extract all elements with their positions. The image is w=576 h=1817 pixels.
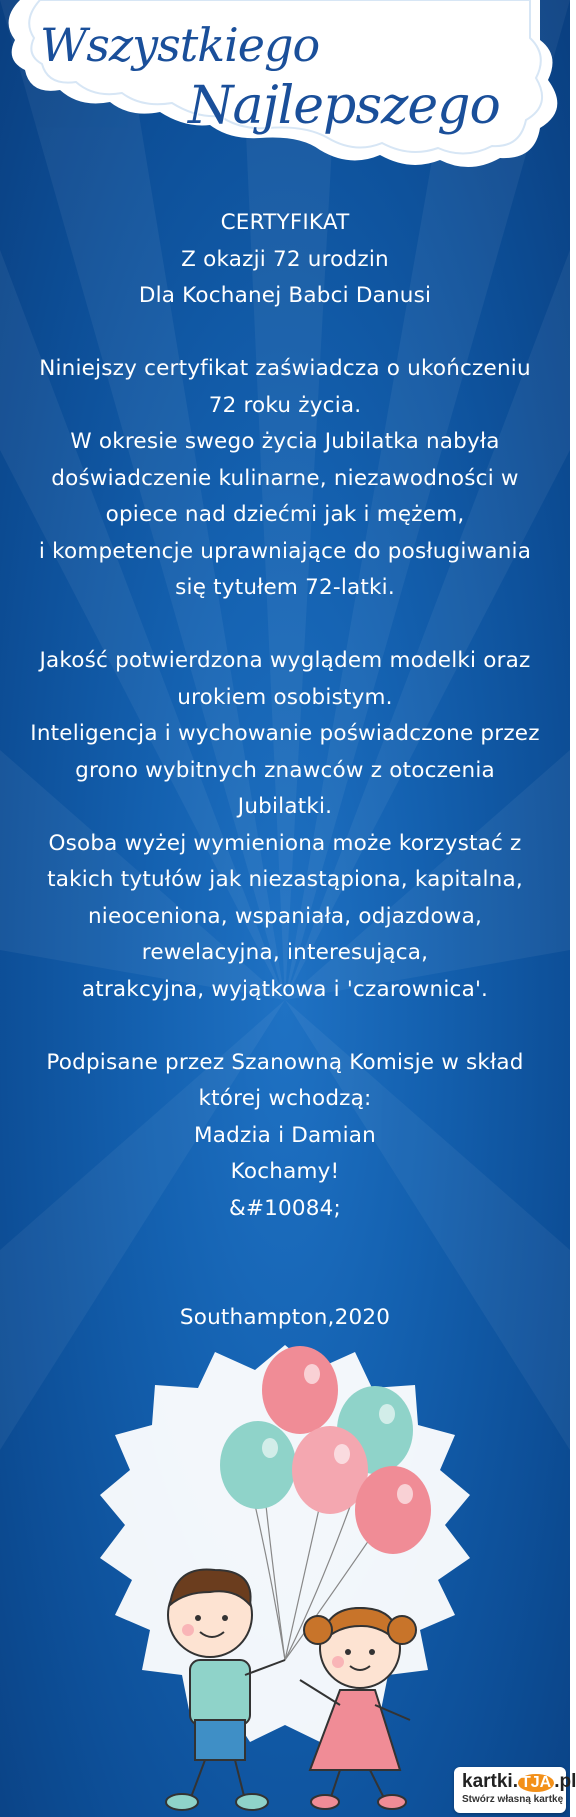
balloon-teal-left [220,1421,296,1509]
logo-tja-mark: TJA [518,1774,554,1792]
site-logo[interactable] [454,1767,576,1813]
title-line-2: Najlepszego [188,76,500,136]
header [0,0,570,180]
balloon-pink-right [355,1466,431,1554]
balloons-illustration [0,1330,570,1817]
logo-tagline: Stwórz własną kartkę [462,1794,564,1805]
logo-suffix: .pl [554,1771,576,1792]
title-line-1: Wszystkiego [40,18,320,72]
certificate-text: CERTYFIKAT Z okazji 72 urodzin Dla Kochanej Babci Danusi Niniejszy certyfikat zaświadcza o ukończeniu 72 roku życia. W okresie swego życia Jubilatka nabyła doświadczenie kulinarne, niezawodności w opiece nad dziećmi jak i mężem, i kompetencje uprawniające do posługiwania się tytułem 72-latki. Jakość potwierdzona wyglądem modelki oraz urokiem osobistym. Inteligencja i wychowanie poświadczone przez grono wybitnych znawców z otoczenia Jubilatki. Osoba wyżej wymieniona może korzystać z takich tytułów jak niezastąpiona, kapitalna, nieoceniona, wspaniała, odjazdowa, rewelacyjna, interesująca, atrakcyjna, wyjątkowa i 'czarownica'. Podpisane przez Szanowną Komisje w skład której wchodzą: Madzia i Damian Kochamy! &#10084; Southampton,2020 [30,210,540,1330]
logo-prefix: kartki. [462,1771,518,1792]
logo-wordmark [462,1771,576,1793]
balloon-pink-top [262,1346,338,1434]
